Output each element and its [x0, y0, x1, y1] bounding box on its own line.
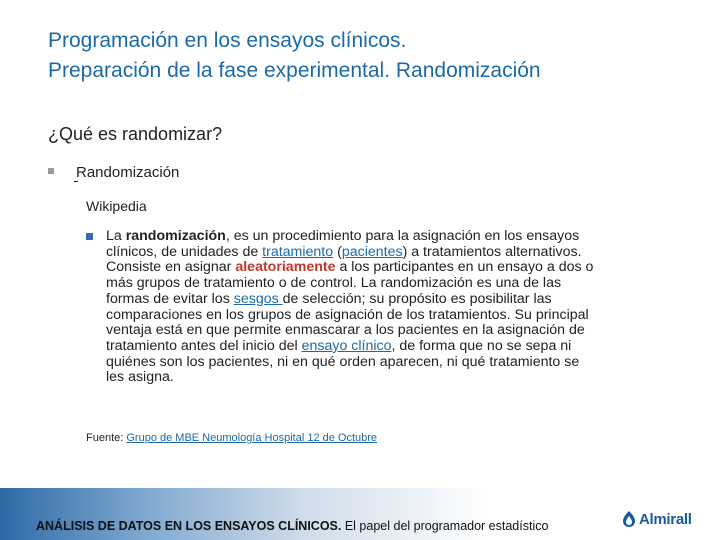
title-line-1: Programación en los ensayos clínicos. — [48, 29, 407, 52]
paragraph-line — [106, 229, 666, 245]
title-line-2: Preparación de la fase experimental. Randomización — [48, 59, 541, 82]
text-span: Consiste en asignar — [106, 259, 236, 276]
footnote-link[interactable]: Grupo de MBE Neumología Hospital 12 de Octubre — [126, 432, 378, 444]
text-span: , es un procedimiento para la asignación en los ensayos — [225, 228, 580, 244]
paragraph-line — [106, 260, 666, 276]
square-bullet-blue-icon — [86, 233, 93, 240]
paragraph-line: comparaciones en los grupos de asignación de los tratamientos. Su principal — [106, 306, 589, 323]
question-heading: ¿Qué es randomizar? — [48, 124, 223, 144]
link-sesgos[interactable]: sesgos — [233, 290, 283, 307]
text-span: La — [106, 228, 126, 244]
text-span: clínicos, de unidades de — [106, 243, 263, 260]
source-footnote — [86, 432, 377, 444]
definition-paragraph — [106, 229, 666, 386]
paragraph-line — [106, 339, 666, 355]
paragraph-line — [106, 292, 666, 308]
paragraph-line: ventaja está en que permite enmascarar a los pacientes en la asignación de — [106, 322, 585, 339]
heading-underline — [74, 181, 78, 182]
source-name: Wikipedia — [86, 198, 147, 214]
footer-rest-text: El papel del programador estadístico — [341, 519, 549, 533]
text-span: formas de evitar los — [106, 290, 234, 307]
text-span: ( — [333, 243, 342, 260]
section-heading: Randomización — [76, 164, 180, 181]
almirall-logo-icon — [622, 510, 636, 528]
text-span: de selección; su propósito es posibilitar las — [282, 290, 552, 307]
keyword-aleatoriamente: aleatoriamente — [235, 259, 336, 276]
logo-wordmark: Almirall — [639, 510, 692, 528]
text-span: , de forma que no se sepa ni — [391, 337, 572, 354]
footer-caption — [36, 519, 548, 533]
text-span: tratamiento antes del inicio del — [106, 337, 302, 354]
slide-title — [48, 26, 708, 86]
link-tratamiento[interactable]: tratamiento — [262, 243, 334, 260]
link-pacientes[interactable]: pacientes — [341, 243, 403, 260]
paragraph-line: les asigna. — [106, 369, 174, 386]
link-ensayo-clinico[interactable]: ensayo clínico — [301, 337, 392, 354]
keyword-randomizacion: randomización — [125, 228, 226, 244]
footer-strong-text: ANÁLISIS DE DATOS EN LOS ENSAYOS CLÍNICOS. — [36, 519, 342, 533]
paragraph-line: más grupos de tratamiento o de control. La randomización es una de las — [106, 275, 562, 292]
paragraph-line — [106, 245, 666, 261]
company-logo — [622, 508, 692, 530]
square-bullet-icon — [48, 168, 54, 174]
footnote-label: Fuente: — [86, 432, 127, 444]
text-span: a los participantes en un ensayo a dos o — [335, 259, 594, 276]
text-span: ) a tratamientos alternativos. — [402, 243, 582, 260]
paragraph-line: quiénes son los pacientes, ni en qué orden aparecen, ni qué tratamiento se — [106, 353, 580, 370]
